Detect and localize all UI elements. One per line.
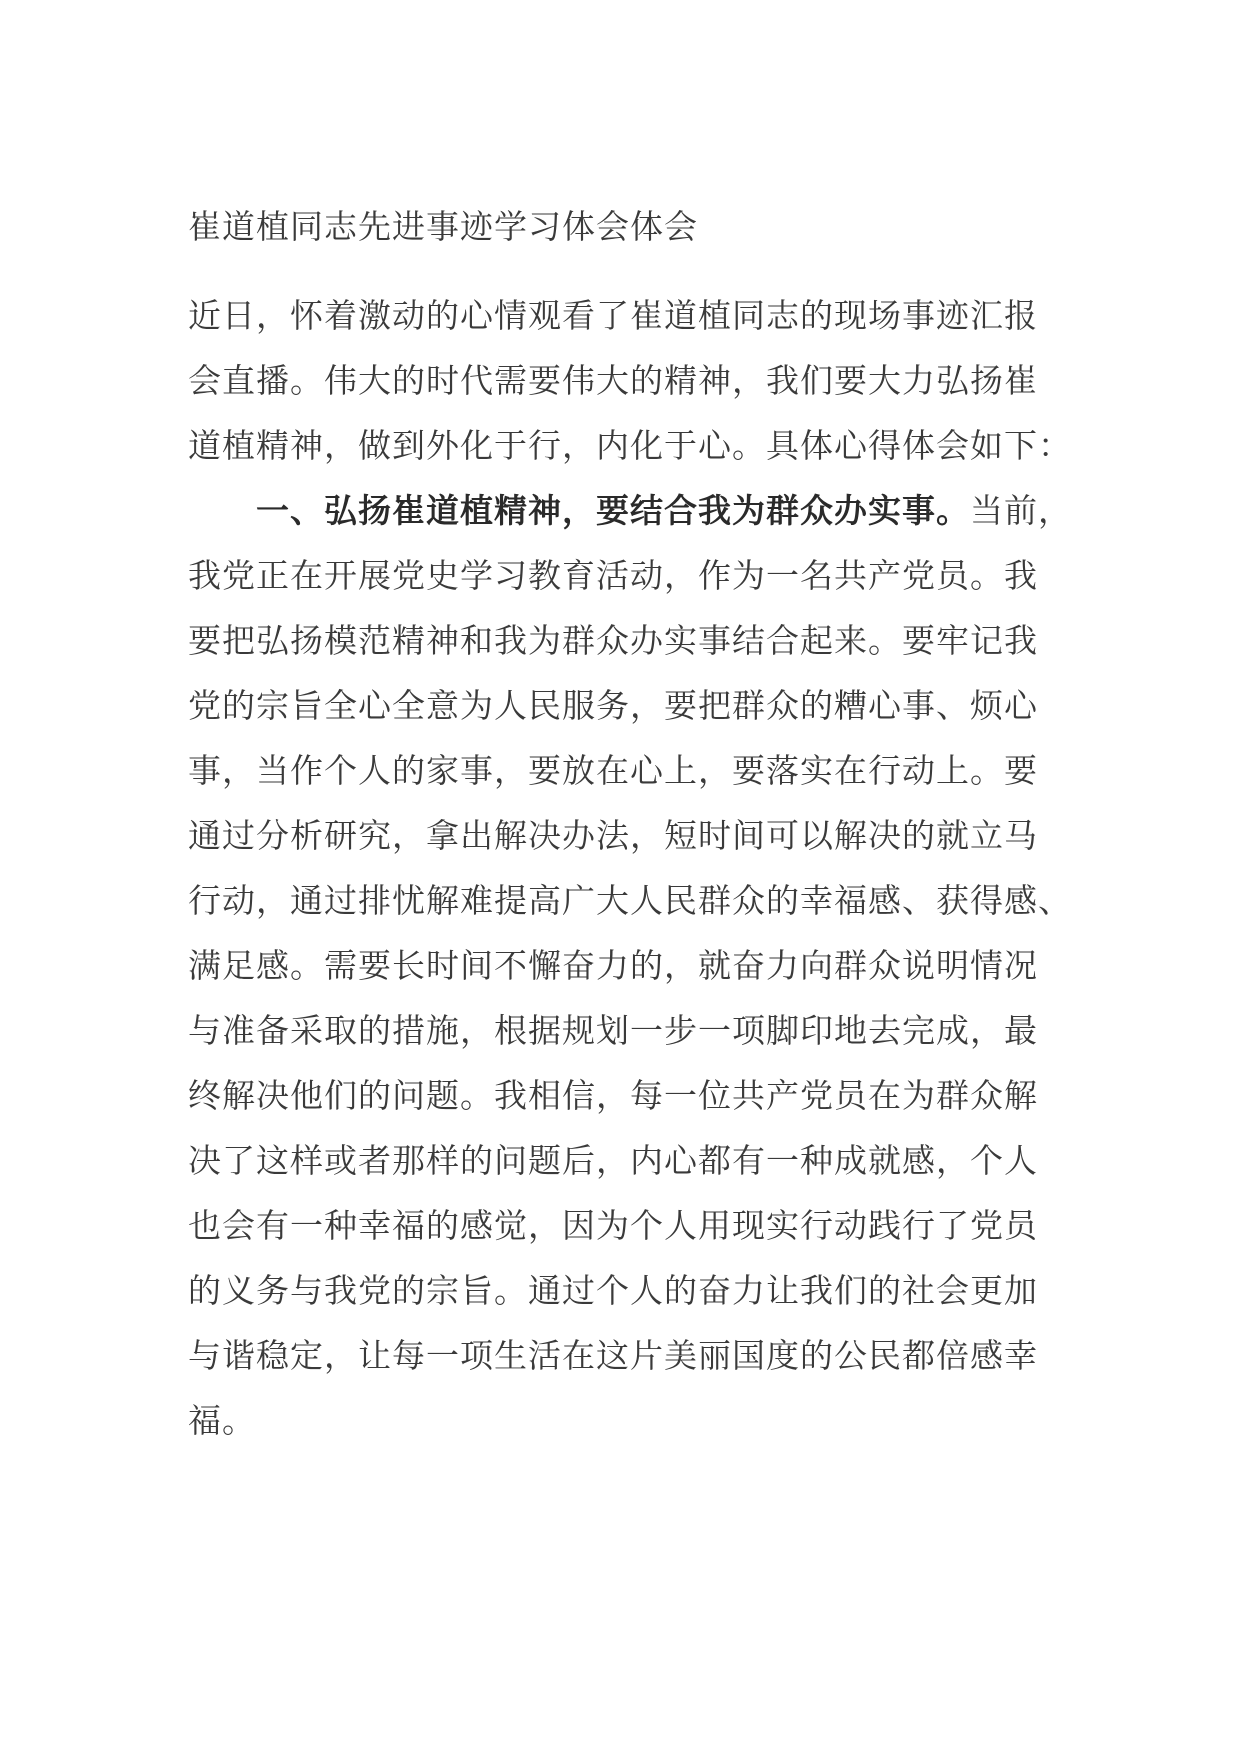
section1-line-9: 终解决他们的问题。我相信，每一位共产党员在为群众解 — [188, 1076, 1038, 1115]
intro-line-3: 道植精神，做到外化于行，内化于心。具体心得体会如下： — [188, 426, 1072, 465]
section1-line-8: 与准备采取的措施，根据规划一步一项脚印地去完成，最 — [188, 1011, 1038, 1050]
section1-line-13: 与谐稳定，让每一项生活在这片美丽国度的公民都倍感幸 — [188, 1336, 1038, 1375]
document-body — [188, 283, 1072, 1453]
section1-first-line — [188, 478, 1072, 543]
document-title: 崔道植同志先进事迹学习体会体会 — [188, 207, 698, 246]
section1-line-6: 行动，通过排忧解难提高广大人民群众的幸福感、获得感、 — [188, 881, 1072, 920]
section1-line-3: 党的宗旨全心全意为人民服务，要把群众的糟心事、烦心 — [188, 686, 1038, 725]
section1-line-14: 福。 — [188, 1401, 256, 1440]
section1-line-5: 通过分析研究，拿出解决办法，短时间可以解决的就立马 — [188, 816, 1038, 855]
intro-line-2: 会直播。伟大的时代需要伟大的精神，我们要大力弘扬崔 — [188, 361, 1038, 400]
section1-line-4: 事，当作个人的家事，要放在心上，要落实在行动上。要 — [188, 751, 1038, 790]
section1-first-line-rest: 当前， — [970, 491, 1072, 530]
section1-line-10: 决了这样或者那样的问题后，内心都有一种成就感，个人 — [188, 1141, 1038, 1180]
section1-line-2: 要把弘扬模范精神和我为群众办实事结合起来。要牢记我 — [188, 621, 1038, 660]
section1-line-7: 满足感。需要长时间不懈奋力的，就奋力向群众说明情况 — [188, 946, 1038, 985]
section1-line-12: 的义务与我党的宗旨。通过个人的奋力让我们的社会更加 — [188, 1271, 1038, 1310]
section1-heading: 一、弘扬崔道植精神，要结合我为群众办实事。 — [256, 491, 970, 530]
section1-line-1: 我党正在开展党史学习教育活动，作为一名共产党员。我 — [188, 556, 1038, 595]
section1-line-11: 也会有一种幸福的感觉，因为个人用现实行动践行了党员 — [188, 1206, 1038, 1245]
intro-line-1: 近日，怀着激动的心情观看了崔道植同志的现场事迹汇报 — [188, 296, 1038, 335]
